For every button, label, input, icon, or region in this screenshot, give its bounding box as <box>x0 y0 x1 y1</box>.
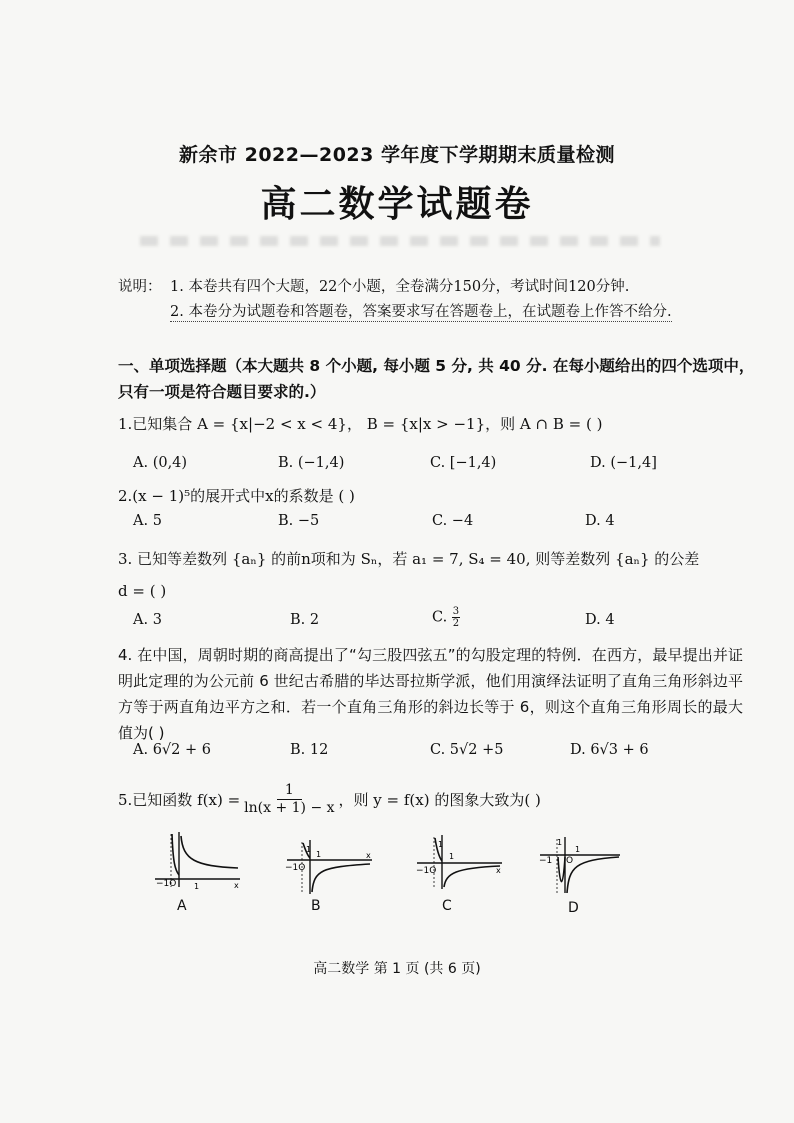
q2-option-a: A. 5 <box>133 513 162 529</box>
graph-c-x-label: x <box>496 866 501 875</box>
q3-option-c: C. $\frac{3}{2}$ <box>432 606 460 629</box>
notes-label: 说明： <box>118 279 162 295</box>
section-1-heading: 一、单项选择题（本大题共 8 个小题, 每小题 5 分, 共 40 分. 在每小题给出的四个选项中， <box>118 357 755 375</box>
graph-a-x-label: x <box>234 881 239 890</box>
scan-smudge <box>140 236 660 246</box>
note-item-1: 1. 本卷共有四个大题，22个小题，全卷满分150分，考试时间120分钟. <box>170 279 630 295</box>
page-footer: 高二数学 第 1 页 (共 6 页) <box>313 961 481 977</box>
q1-option-c: C. [−1,4) <box>430 455 497 471</box>
q4-option-a: A. 6√2 + 6 <box>133 742 211 758</box>
graph-b-tick-1: 1 <box>316 850 322 859</box>
question-2-stem: 2.(x − 1)⁵的展开式中x的系数是 ( ) <box>118 487 355 505</box>
q5-function-fraction: $\frac{1}{\ln(x + 1) - x}$ <box>244 782 335 816</box>
question-5-stem: 5.已知函数 f(x) = $\frac{1}{\ln(x + 1) - x}$ ，则 y = f(x) 的图象大致为( ) <box>118 782 541 816</box>
graph-b-origin-label: −1O <box>285 863 306 873</box>
q1-option-b: B. (−1,4) <box>278 455 345 471</box>
exam-title: 高二数学试题卷 <box>260 184 534 225</box>
graph-a <box>150 832 245 892</box>
q2-option-d: D. 4 <box>585 513 615 529</box>
exam-subtitle: 新余市 2022—2023 学年度下学期期末质量检测 <box>179 144 615 166</box>
graph-c-origin-label: −1O <box>416 866 437 876</box>
graph-b-x-label: x <box>366 851 371 860</box>
graph-c <box>412 835 507 890</box>
graph-c-label: C <box>442 898 452 914</box>
graph-b-label: B <box>311 898 321 914</box>
graph-c-tick-top: 1 <box>438 840 444 849</box>
graph-d-origin-label: O <box>566 856 574 866</box>
graph-a-label: A <box>177 898 187 914</box>
graph-a-origin-label: −1O <box>156 879 177 889</box>
q2-option-c: C. −4 <box>432 513 474 529</box>
q1-option-a: A. (0,4) <box>133 455 188 471</box>
q3-option-a: A. 3 <box>133 612 162 628</box>
graph-b <box>282 840 377 895</box>
q3-option-d: D. 4 <box>585 612 615 628</box>
graph-b-tick-top: 1 <box>306 845 312 854</box>
graph-d-label: D <box>568 900 579 916</box>
graph-a-tick-1: 1 <box>194 882 200 891</box>
question-1-stem: 1.已知集合 A = {x|−2 < x < 4}， B = {x|x > −1}，则 A ∩ B = ( ) <box>118 415 603 433</box>
question-4-stem: 4. 在中国，周朝时期的商高提出了“勾三股四弦五”的勾股定理的特例．在西方，最早提出并证明此定理的为公元前 6 世纪古希腊的毕达哥拉斯学派，他们用演绎法证明了直角三角形斜边平方等于两直角边平方之和．若一个直角三角形的斜边长等于 6，则这个直角三角形周长的最大值为( ) <box>118 646 743 742</box>
graph-d <box>535 835 625 895</box>
q2-option-b: B. −5 <box>278 513 320 529</box>
graph-c-tick-1: 1 <box>449 852 455 861</box>
note-item-2: 2. 本卷分为试题卷和答题卷，答案要求写在答题卷上，在试题卷上作答不给分. <box>170 300 672 322</box>
q3-option-b: B. 2 <box>290 612 320 628</box>
question-3-stem-line2: d = ( ) <box>118 582 167 600</box>
graph-d-neg-one: −1 <box>539 856 553 866</box>
q4-option-c: C. 5√2 +5 <box>430 742 504 758</box>
q4-option-b: B. 12 <box>290 742 329 758</box>
section-1-heading-line2: 只有一项是符合题目要求的.） <box>118 383 326 401</box>
question-3-stem: 3. 已知等差数列 {aₙ} 的前n项和为 Sₙ，若 a₁ = 7, S₄ = 40, 则等差数列 {aₙ} 的公差 <box>118 550 700 568</box>
graph-d-tick-top: 1 <box>557 838 563 847</box>
q3-option-c-fraction: $\frac{3}{2}$ <box>452 606 460 629</box>
q4-option-d: D. 6√3 + 6 <box>570 742 649 758</box>
graph-d-tick-1: 1 <box>575 845 581 854</box>
q1-option-d: D. (−1,4] <box>590 455 657 471</box>
